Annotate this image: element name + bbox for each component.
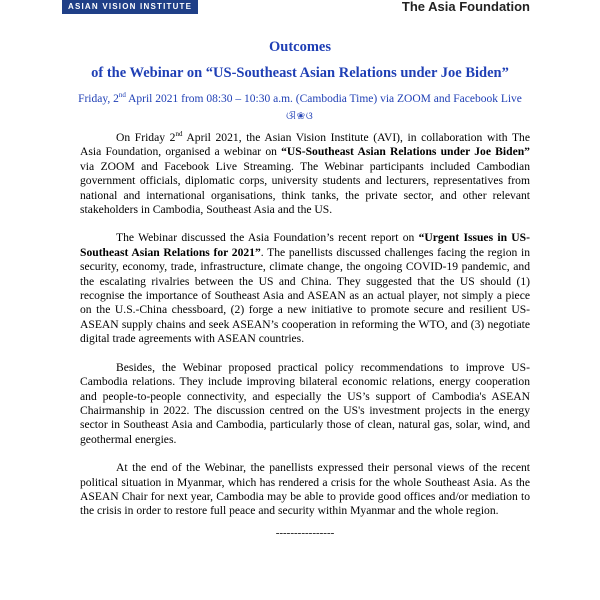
p1-webinar-title: “US-Southeast Asian Relations under Joe Biden” (281, 145, 530, 159)
p1-ordinal: nd (175, 130, 183, 139)
webinar-date-line (0, 88, 600, 106)
ornament-icon: ଔ❀ଓ (286, 110, 314, 122)
title-outcomes: Outcomes (268, 39, 331, 55)
p2-text-b: . The panellists discussed challenges facing the region in security, economy, trade, infrastructure, climate change, the ongoing COVID-19 pandemic, and the escalating rivalries between the US and China. They suggested that the US should (1) recognise the importance of Southeast Asia and ASEAN as an actual player, not simply a piece on the U.S.-China chessboard, (2) forge a new initiative to promote secure and resilient US-ASEAN supply chains and seek ASEAN’s cooperation in reforming the WTO, and (3) negotiate digital trade agreements with ASEAN countries. (80, 245, 530, 346)
document-body (80, 131, 530, 539)
end-divider: ---------------- (275, 526, 335, 539)
paragraph-3: Besides, the Webinar proposed practical policy recommendations to improve US-Cambodia relations. They include improving bilateral economic relations, energy cooperation and people-to-people connectivity, and especially the US’s support of Cambodia's ASEAN Chairmanship in 2022. The discussion centred on the US's investment projects in the energy sector in Southeast Asia and Cambodia, particularly those of clean, natural gas, solar, wind, and geothermal energies. (80, 360, 530, 446)
asia-foundation-logo: The Asia Foundation (401, 0, 530, 14)
page-header (0, 0, 600, 20)
asian-vision-institute-logo: ASIAN VISION INSTITUTE (62, 0, 198, 14)
date-prefix: Friday, 2 (78, 92, 119, 105)
p2-report-title: “Urgent Issues in US-Southeast Asian Relations for 2021” (80, 231, 530, 259)
paragraph-1 (80, 131, 530, 217)
title-webinar: of the Webinar on “US-Southeast Asian Relations under Joe Biden” (91, 65, 509, 81)
date-ordinal: nd (118, 91, 126, 99)
p1-text-a: On Friday 2 (116, 131, 176, 144)
p1-text-c: via ZOOM and Facebook Live Streaming. The Webinar participants included Cambodian government officials, diplomatic corps, university students and lecturers, representatives from national and international organisations, think tanks, the private sector, and other relevant stakeholders in Cambodia, Southeast Asia and the US. (80, 159, 530, 217)
paragraph-4: At the end of the Webinar, the panellists expressed their personal views of the recent political situation in Myanmar, which has rendered a crisis for the whole Southeast Asia. As the ASEAN Chair for next year, Cambodia may be able to provide good offices and/or mediation to the crisis in order to restore full peace and security within Myanmar and the whole region. (80, 461, 530, 518)
paragraph-2 (80, 231, 530, 346)
p2-text-a: The Webinar discussed the Asia Foundation’s recent report on (116, 231, 419, 245)
p1-text-b: April 2021, the Asian Vision Institute (AVI), in collaboration with The Asia Foundation, organised a webinar on (80, 131, 530, 159)
date-rest: April 2021 from 08:30 – 10:30 a.m. (Cambodia Time) via ZOOM and Facebook Live (125, 92, 522, 105)
document-title-block (0, 38, 600, 123)
